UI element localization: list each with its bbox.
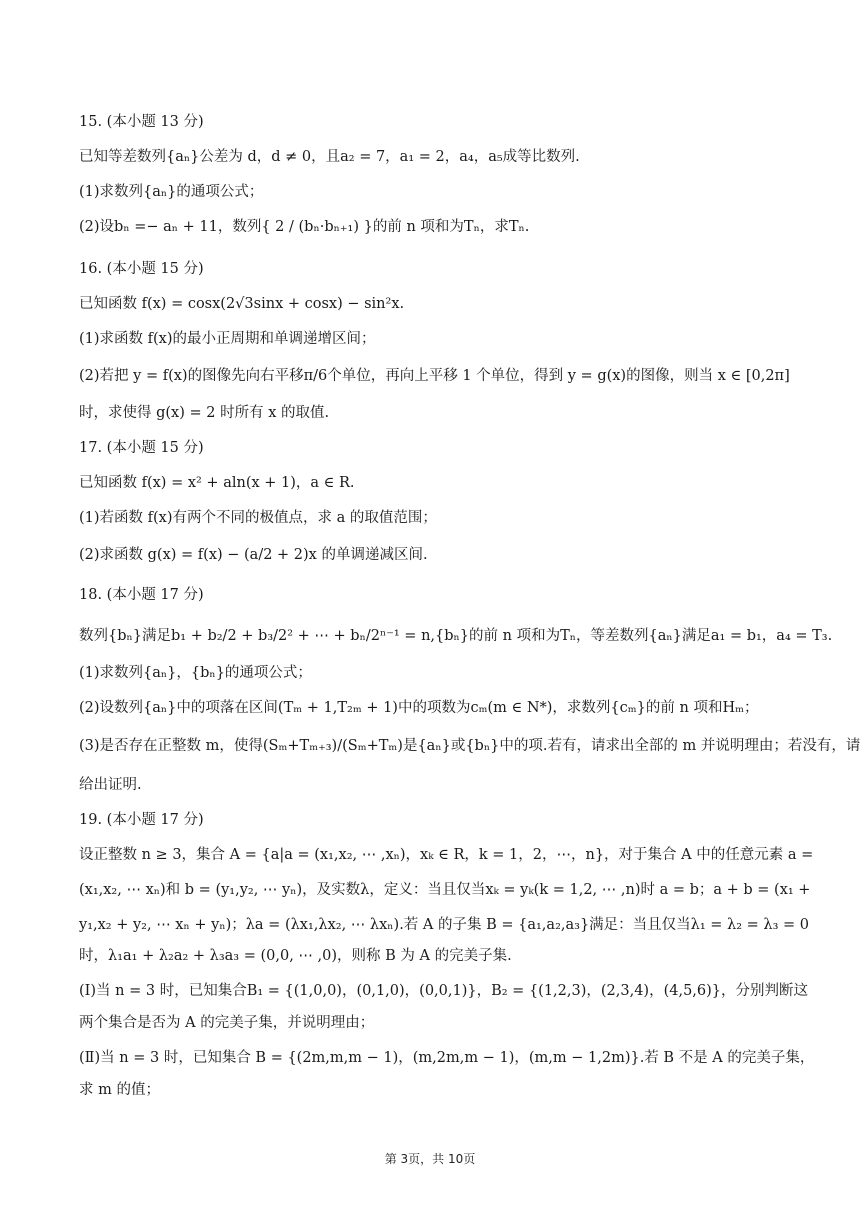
q19-part2-cont: 求 m 的值； [79, 1082, 160, 1098]
q15-stem: 已知等差数列{aₙ}公差为 d，d ≠ 0，且a₂ = 7，a₁ = 2，a₄，a₅成等比数列. [79, 149, 580, 165]
q19-stem-1: 设正整数 n ≥ 3，集合 A = {a|a = (x₁,x₂, ⋯ ,xₙ)，xₖ ∈ R，k = 1，2，⋯，n}，对于集合 A 中的任意元素 a = [79, 847, 814, 863]
q19-part1-cont: 两个集合是否为 A 的完美子集，并说明理由； [79, 1015, 375, 1031]
q16-part2: (2)若把 y = f(x)的图像先向右平移π/6个单位，再向上平移 1 个单位，得到 y = g(x)的图像，则当 x ∈ [0,2π] [79, 368, 790, 384]
q15-header: 15. (本小题 13 分) [79, 114, 204, 130]
q19-part1: (Ⅰ)当 n = 3 时，已知集合B₁ = {(1,0,0)，(0,1,0)，(0,0,1)}，B₂ = {(1,2,3)，(2,3,4)，(4,5,6)}，分别判断这 [79, 983, 809, 999]
q19-header: 19. (本小题 17 分) [79, 812, 204, 828]
q18-part1: (1)求数列{aₙ}，{bₙ}的通项公式； [79, 665, 312, 681]
q17-part2: (2)求函数 g(x) = f(x) − (a/2 + 2)x 的单调递减区间. [79, 547, 428, 563]
q16-header: 16. (本小题 15 分) [79, 261, 204, 277]
q17-header: 17. (本小题 15 分) [79, 440, 204, 456]
q17-part1: (1)若函数 f(x)有两个不同的极值点，求 a 的取值范围； [79, 510, 437, 526]
q19-stem-3: y₁,x₂ + y₂, ⋯ xₙ + yₙ)；λa = (λx₁,λx₂, ⋯ λxₙ).若 A 的子集 B = {a₁,a₂,a₃}满足：当且仅当λ₁ = λ₂ = λ₃ = 0 [79, 917, 810, 933]
q16-stem: 已知函数 f(x) = cosx(2√3sinx + cosx) − sin²x. [79, 296, 405, 312]
q18-part3: (3)是否存在正整数 m，使得(Sₘ+Tₘ₊₃)/(Sₘ+Tₘ)是{aₙ}或{bₙ}中的项.若有，请求出全部的 m 并说明理由；若没有，请 [79, 738, 860, 754]
q19-stem-4: 时，λ₁a₁ + λ₂a₂ + λ₃a₃ = (0,0, ⋯ ,0)，则称 B 为 A 的完美子集. [79, 948, 512, 964]
q19-stem-2: (x₁,x₂, ⋯ xₙ)和 b = (y₁,y₂, ⋯ yₙ)，及实数λ，定义：当且仅当xₖ = yₖ(k = 1,2, ⋯ ,n)时 a = b；a + b = (x₁ + [79, 882, 811, 898]
q19-part2: (Ⅱ)当 n = 3 时，已知集合 B = {(2m,m,m − 1)，(m,2m,m − 1)，(m,m − 1,2m)}.若 B 不是 A 的完美子集， [79, 1050, 815, 1066]
q18-part3-cont: 给出证明. [79, 777, 142, 793]
q16-part1: (1)求函数 f(x)的最小正周期和单调递增区间； [79, 331, 376, 347]
q18-header: 18. (本小题 17 分) [79, 587, 204, 603]
q18-part2: (2)设数列{aₙ}中的项落在区间(Tₘ + 1,T₂ₘ + 1)中的项数为cₘ(m ∈ N*)，求数列{cₘ}的前 n 项和Hₘ； [79, 700, 759, 716]
page-footer: 第 3页，共 10页 [384, 1152, 476, 1166]
q15-part2: (2)设bₙ =− aₙ + 11，数列{ 2 / (bₙ·bₙ₊₁) }的前 n 项和为Tₙ，求Tₙ. [79, 219, 530, 235]
q16-part2-cont: 时，求使得 g(x) = 2 时所有 x 的取值. [79, 405, 330, 421]
q17-stem: 已知函数 f(x) = x² + aln(x + 1)，a ∈ R. [79, 475, 355, 491]
q18-stem: 数列{bₙ}满足b₁ + b₂/2 + b₃/2² + ⋯ + bₙ/2ⁿ⁻¹ = n,{bₙ}的前 n 项和为Tₙ，等差数列{aₙ}满足a₁ = b₁，a₄ = T₃. [79, 628, 833, 644]
q15-part1: (1)求数列{aₙ}的通项公式； [79, 184, 264, 200]
